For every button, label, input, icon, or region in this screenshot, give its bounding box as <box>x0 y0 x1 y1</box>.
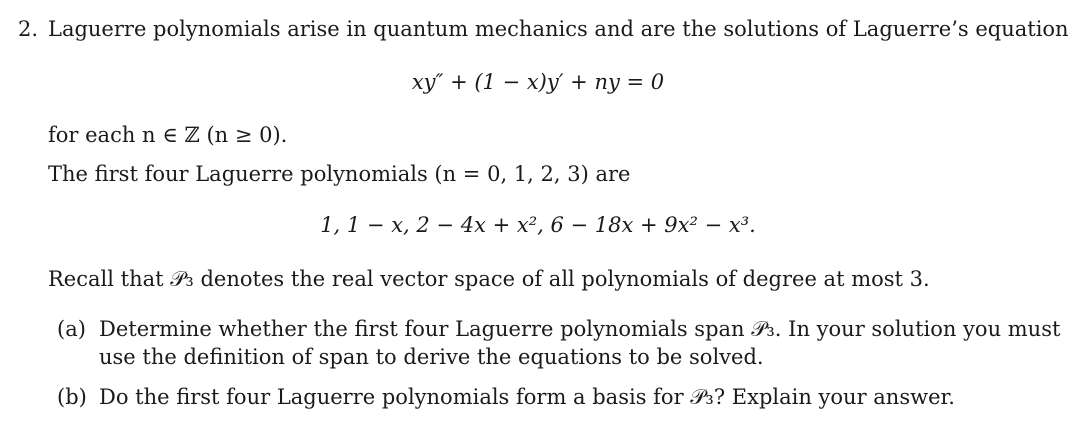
part-a-text-line2: use the definition of span to derive the equations to be solved. <box>99 345 764 369</box>
polynomial-list: 1, 1 − x, 2 − 4x + x², 6 − 18x + 9x² − x³. <box>320 213 756 237</box>
question-number: 2. <box>18 17 39 41</box>
part-a-text-line1: Determine whether the first four Laguerre polynomials span 𝒫₃. In your solution you must <box>99 317 1061 341</box>
recall-text: Recall that 𝒫₃ denotes the real vector space of all polynomials of degree at most 3. <box>48 267 930 291</box>
condition-text: for each n ∈ ℤ (n ≥ 0). <box>48 123 288 147</box>
part-b-text-line1: Do the first four Laguerre polynomials form a basis for 𝒫₃? Explain your answer. <box>99 385 955 409</box>
first-four-intro: The first four Laguerre polynomials (n = 0, 1, 2, 3) are <box>48 162 631 186</box>
laguerre-equation: xy″ + (1 − x)y′ + ny = 0 <box>411 70 665 94</box>
part-b-label: (b) <box>57 385 87 409</box>
part-a-label: (a) <box>57 317 86 341</box>
question-intro: Laguerre polynomials arise in quantum mechanics and are the solutions of Laguerre’s equation <box>48 17 1069 41</box>
